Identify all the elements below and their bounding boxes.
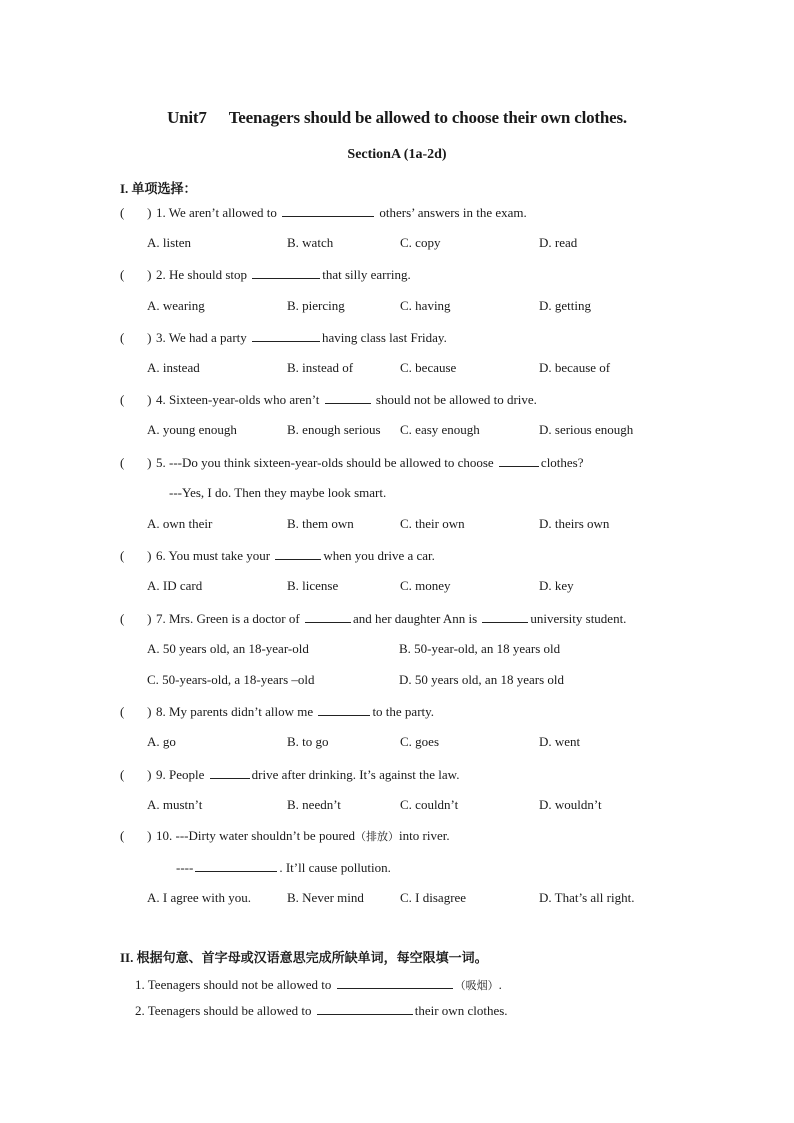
- answer-paren[interactable]: ( ): [120, 392, 152, 407]
- question-1: [120, 204, 527, 221]
- answer-blank[interactable]: [318, 703, 370, 716]
- question-2: [120, 266, 411, 283]
- option-a[interactable]: A. 50 years old, an 18-year-old: [147, 641, 309, 656]
- question-text: 7. Mrs. Green is a doctor of: [156, 611, 300, 626]
- option-b[interactable]: B. instead of: [287, 360, 354, 375]
- answer-blank[interactable]: [305, 610, 351, 623]
- option-d[interactable]: D. serious enough: [539, 422, 634, 437]
- answer-paren[interactable]: ( ): [120, 828, 152, 843]
- option-a[interactable]: A. young enough: [147, 422, 237, 437]
- option-b[interactable]: B. 50-year-old, an 18 years old: [399, 641, 561, 656]
- option-c[interactable]: C. I disagree: [400, 890, 467, 905]
- question-text: drive after drinking. It’s against the law.: [251, 767, 460, 782]
- option-d[interactable]: D. key: [539, 578, 574, 593]
- option-b[interactable]: B. them own: [287, 516, 354, 531]
- question-text: 9. People: [156, 767, 205, 782]
- section-1-heading: I. 单项选择：: [120, 181, 197, 196]
- option-b[interactable]: B. Never mind: [287, 890, 364, 905]
- question-text: to the party.: [372, 704, 435, 719]
- answer-blank[interactable]: [252, 266, 320, 279]
- option-b[interactable]: B. needn’t: [287, 797, 341, 812]
- answer-paren[interactable]: ( ): [120, 455, 152, 470]
- chinese-hint: （吸烟）: [454, 979, 499, 992]
- question-text: others’ answers in the exam.: [379, 205, 527, 220]
- option-c[interactable]: C. goes: [400, 734, 439, 749]
- question-text: clothes?: [540, 455, 584, 470]
- question-text: 1. We aren’t allowed to: [156, 205, 277, 220]
- option-a[interactable]: A. listen: [147, 235, 192, 250]
- question-text: 2. He should stop: [156, 267, 247, 282]
- option-c[interactable]: C. because: [400, 360, 457, 375]
- question-text: should not be allowed to drive.: [375, 392, 537, 407]
- question-10: [120, 828, 450, 845]
- answer-blank[interactable]: [482, 610, 528, 623]
- option-d[interactable]: D. That’s all right.: [539, 890, 635, 905]
- option-d[interactable]: D. 50 years old, an 18 years old: [399, 672, 564, 687]
- option-d[interactable]: D. went: [539, 734, 581, 749]
- option-b[interactable]: B. license: [287, 578, 339, 593]
- option-a[interactable]: A. wearing: [147, 298, 205, 313]
- option-a[interactable]: A. I agree with you.: [147, 890, 251, 905]
- answer-blank[interactable]: [275, 547, 321, 560]
- answer-blank[interactable]: [210, 766, 250, 779]
- question-text: 6. You must take your: [156, 548, 271, 563]
- question-text: university student.: [530, 611, 627, 626]
- section-2-heading: II. 根据句意、首字母或汉语意思完成所缺单词，每空限填一词。: [120, 950, 488, 965]
- option-a[interactable]: A. go: [147, 734, 176, 749]
- answer-blank[interactable]: [282, 204, 374, 217]
- option-b[interactable]: B. piercing: [287, 298, 345, 313]
- answer-blank[interactable]: [195, 859, 277, 872]
- question-7: [120, 610, 626, 627]
- question-text: 3. We had a party: [156, 330, 247, 345]
- question-5: [120, 454, 584, 471]
- answer-paren[interactable]: ( ): [120, 267, 152, 282]
- answer-paren[interactable]: ( ): [120, 330, 152, 345]
- answer-blank[interactable]: [252, 329, 320, 342]
- option-b[interactable]: B. to go: [287, 734, 329, 749]
- option-c[interactable]: C. couldn’t: [400, 797, 459, 812]
- page-title: [0, 108, 794, 128]
- question-text: 4. Sixteen-year-olds who aren’t: [156, 392, 320, 407]
- option-c[interactable]: C. money: [400, 578, 451, 593]
- question-9: [120, 766, 459, 783]
- answer-paren[interactable]: ( ): [120, 704, 152, 719]
- unit-label: Unit7: [167, 108, 207, 127]
- option-c[interactable]: C. copy: [400, 235, 441, 250]
- title-text: Teenagers should be allowed to choose their own clothes.: [228, 108, 627, 127]
- option-d[interactable]: D. theirs own: [539, 516, 610, 531]
- answer-blank[interactable]: [325, 391, 371, 404]
- option-c[interactable]: C. having: [400, 298, 451, 313]
- option-d[interactable]: D. read: [539, 235, 578, 250]
- question-3: [120, 329, 447, 346]
- option-d[interactable]: D. because of: [539, 360, 611, 375]
- question-5-reply: ---Yes, I do. Then they maybe look smart.: [169, 485, 387, 500]
- answer-blank[interactable]: [499, 454, 539, 467]
- option-a[interactable]: A. ID card: [147, 578, 203, 593]
- fill-item-2: 2. Teenagers should be allowed to their own clothes.: [135, 1003, 508, 1018]
- question-text: having class last Friday.: [322, 330, 447, 345]
- chinese-hint: （排放）: [355, 830, 400, 843]
- answer-paren[interactable]: ( ): [120, 611, 152, 626]
- option-a[interactable]: A. mustn’t: [147, 797, 203, 812]
- question-10-reply: ---- . It’ll cause pollution.: [176, 860, 391, 875]
- question-4: [120, 391, 537, 408]
- question-text: that silly earring.: [322, 267, 411, 282]
- option-c[interactable]: C. 50-years-old, a 18-years –old: [147, 672, 315, 687]
- option-d[interactable]: D. getting: [539, 298, 591, 313]
- answer-blank[interactable]: [337, 976, 453, 989]
- answer-blank[interactable]: [317, 1002, 413, 1015]
- question-text: into river.: [399, 828, 450, 843]
- question-text: and her daughter Ann is: [352, 611, 478, 626]
- option-c[interactable]: C. easy enough: [400, 422, 480, 437]
- question-6: [120, 547, 435, 564]
- option-b[interactable]: B. watch: [287, 235, 334, 250]
- question-text: 8. My parents didn’t allow me: [156, 704, 314, 719]
- option-a[interactable]: A. own their: [147, 516, 213, 531]
- question-text: when you drive a car.: [323, 548, 435, 563]
- option-d[interactable]: D. wouldn’t: [539, 797, 602, 812]
- fill-item-1: 1. Teenagers should not be allowed to （吸烟）.: [135, 977, 502, 992]
- question-text: 5. ---Do you think sixteen-year-olds should be allowed to choose: [156, 455, 494, 470]
- answer-paren[interactable]: ( ): [120, 205, 152, 220]
- question-8: [120, 703, 434, 720]
- option-c[interactable]: C. their own: [400, 516, 465, 531]
- section-subtitle: SectionA (1a-2d): [347, 147, 447, 162]
- answer-paren[interactable]: ( ): [120, 767, 152, 782]
- option-b[interactable]: B. enough serious: [287, 422, 381, 437]
- answer-paren[interactable]: ( ): [120, 548, 152, 563]
- option-a[interactable]: A. instead: [147, 360, 200, 375]
- question-text: 10. ---Dirty water shouldn’t be poured: [156, 828, 356, 843]
